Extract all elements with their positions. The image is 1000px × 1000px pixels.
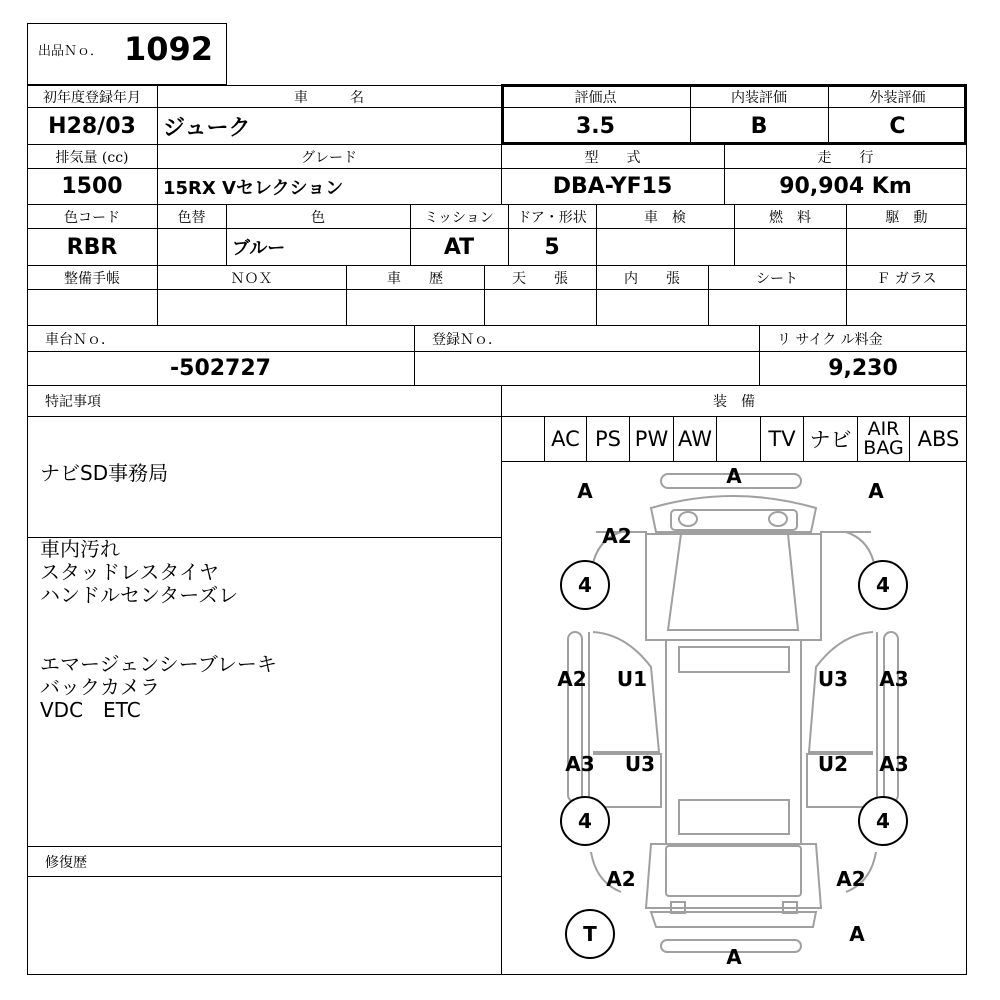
history-label: 車 歴: [387, 270, 443, 287]
door-label: ドア・形状: [517, 209, 587, 226]
damage-right-sill-rear: A3: [879, 752, 909, 776]
color-code-value: RBR: [66, 234, 118, 260]
color-label: 色: [311, 209, 325, 226]
equipment-label: 装 備: [713, 394, 755, 410]
notes-block3: [40, 653, 277, 722]
model-value: DBA-YF15: [552, 174, 673, 199]
registration-value: [414, 352, 759, 385]
damage-left-sill-rear: A3: [565, 752, 595, 776]
drive-value: [846, 229, 967, 265]
mileage-value: 90,904 Km: [779, 174, 912, 199]
model-label: 型 式: [584, 149, 641, 166]
repair-history-label: 修復歴: [45, 854, 87, 871]
repaint-label: 色替: [177, 209, 206, 226]
wheel-front-right: 4: [858, 560, 908, 610]
damage-right-door-front: U3: [817, 667, 849, 691]
shaken-label: 車 検: [644, 209, 686, 226]
car-name-value: ジューク: [163, 115, 251, 141]
equipment-airbag: AIR BAG: [863, 418, 904, 459]
mission-label: ミッション: [424, 209, 494, 226]
seat-label: シート: [756, 270, 798, 287]
chassis-value: -502727: [170, 356, 271, 381]
damage-front-top: A: [726, 464, 742, 488]
grade-value: 15RX Vセレクション: [163, 177, 344, 199]
spare-tire: T: [565, 909, 615, 959]
damage-front-left: A: [577, 479, 593, 503]
interior-trim-label: 内 張: [624, 270, 680, 287]
notes-block2-line: スタッドレスタイヤ: [40, 560, 219, 584]
fuel-label: 燃 料: [769, 209, 811, 226]
wheel-front-left: 4: [560, 560, 610, 610]
displacement-value: 1500: [61, 174, 123, 199]
lot-label: 出品Ｎｏ．: [38, 44, 104, 59]
equipment-abs: ABS: [917, 427, 960, 451]
maintenance-book-label: 整備手帳: [64, 270, 120, 287]
notes-block2-line: 車内汚れ: [40, 537, 120, 561]
equipment-ps: PS: [595, 427, 621, 451]
recycle-label: リ サイク ル料金: [777, 331, 883, 348]
registration-label: 登録Ｎｏ．: [432, 331, 502, 348]
car-name-label: 車 名: [294, 89, 364, 106]
damage-left-door-front: U1: [616, 667, 648, 691]
damage-left-sill-front: A2: [557, 667, 587, 691]
score-label: 評価点: [574, 89, 617, 106]
exterior-label: 外装評価: [869, 89, 926, 106]
equipment-ac: AC: [551, 427, 580, 451]
equipment-blank-1: [501, 417, 544, 461]
lot-number: 1092: [124, 30, 214, 68]
damage-front-right: A: [868, 479, 884, 503]
notes-block3-line: VDC ETC: [40, 698, 141, 722]
notes-label: 特記事項: [45, 394, 101, 410]
mileage-label: 走 行: [817, 149, 874, 166]
damage-rear-left: A2: [606, 867, 636, 891]
repaint-value: [157, 229, 226, 265]
mission-value: AT: [443, 234, 475, 260]
notes-block2: [40, 538, 238, 607]
nox-label: ＮＯＸ: [230, 270, 273, 287]
recycle-value: 9,230: [828, 356, 898, 381]
damage-right-door-rear: U2: [817, 752, 849, 776]
notes-line1: ナビSD事務局: [40, 461, 169, 485]
exterior-value: C: [889, 113, 906, 139]
equipment-navi: ナビ: [809, 428, 852, 452]
interior-label: 内装評価: [731, 89, 787, 106]
equipment-blank-2: [717, 417, 760, 461]
notes-block3-line: エマージェンシーブレーキ: [40, 652, 277, 676]
notes-block3-line: バックカメラ: [40, 675, 160, 699]
front-glass-label: Ｆ ガラス: [876, 270, 937, 287]
drive-label: 駆 動: [885, 209, 928, 226]
car-diagram: [501, 462, 967, 975]
grade-label: グレード: [301, 149, 357, 166]
door-value: 5: [544, 234, 560, 260]
equipment-aw: AW: [678, 427, 712, 451]
equipment-tv: TV: [768, 427, 796, 451]
reg-date-value: H28/03: [48, 113, 136, 139]
score-value: 3.5: [576, 113, 615, 139]
chassis-label: 車台Ｎｏ．: [45, 331, 115, 348]
ceiling-label: 天 張: [512, 270, 568, 287]
equipment-pw: PW: [634, 427, 669, 451]
damage-rear-bottom: A: [726, 945, 742, 969]
wheel-rear-left: 4: [560, 796, 610, 846]
displacement-label: 排気量 (cc): [55, 149, 129, 166]
reg-date-label: 初年度登録年月: [43, 89, 141, 106]
damage-right-sill-front: A3: [879, 667, 909, 691]
shaken-value: [596, 229, 734, 265]
damage-left-door-rear: U3: [624, 752, 656, 776]
damage-hood-left: A2: [602, 524, 632, 548]
damage-rear-right: A2: [836, 867, 866, 891]
color-code-label: 色コード: [64, 209, 120, 226]
damage-rear-bottom-right: A: [849, 922, 865, 946]
color-value: ブルー: [232, 238, 286, 259]
notes-block2-line: ハンドルセンターズレ: [40, 583, 239, 607]
wheel-rear-right: 4: [858, 796, 908, 846]
lot-box: [27, 23, 227, 85]
fuel-value: [734, 229, 846, 265]
interior-value: B: [750, 113, 768, 139]
